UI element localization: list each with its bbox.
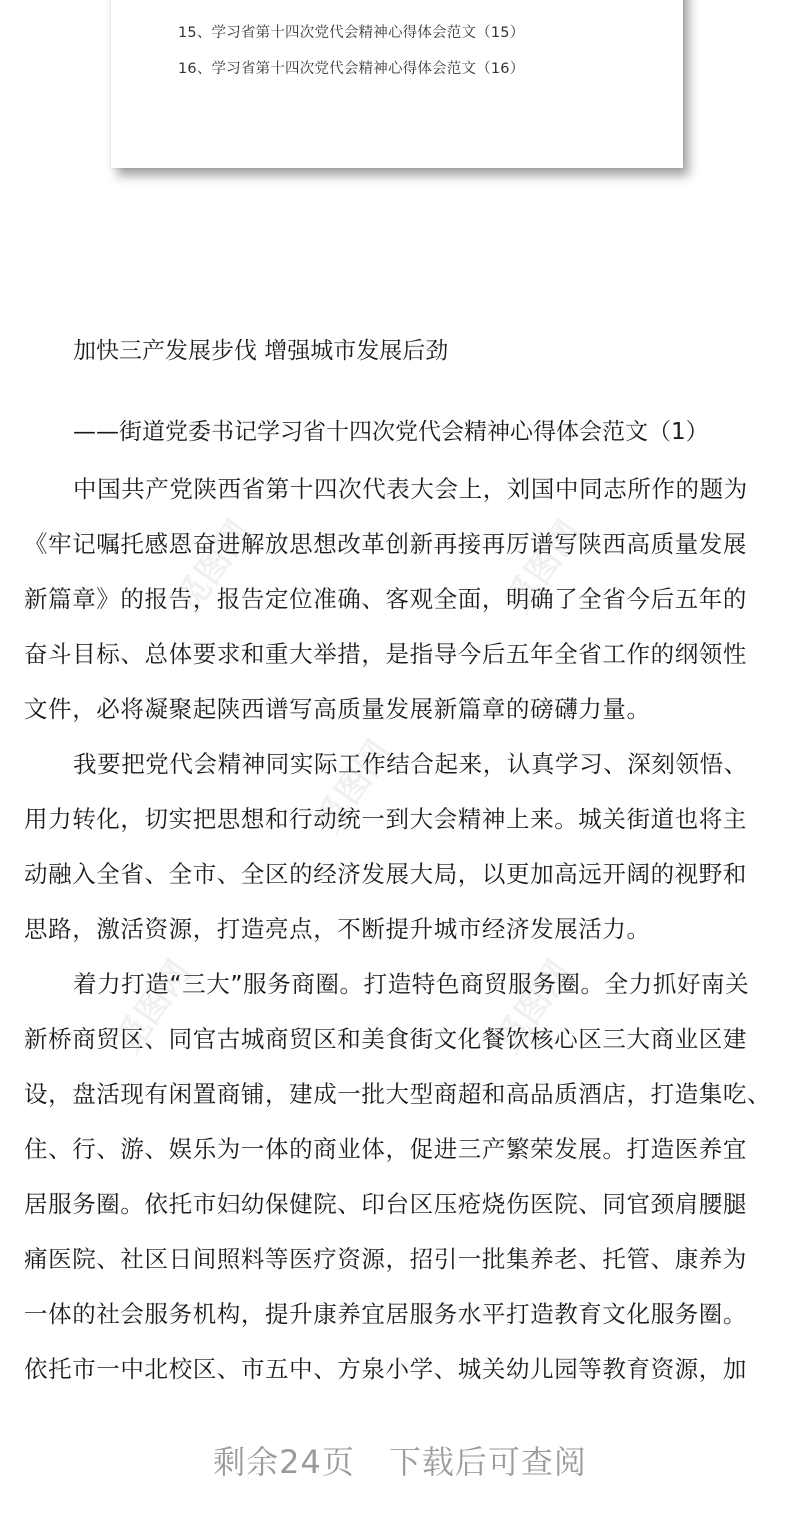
watermark: 觅图网 xyxy=(168,513,260,620)
body-line: 《牢记嘱托感恩奋进解放思想改革创新再接再厉谱写陕西高质量发展 xyxy=(24,530,747,558)
document-subtitle: ——街道党委书记学习省十四次党代会精神心得体会范文（1） xyxy=(73,419,709,445)
body-line: 动融入全省、全市、全区的经济发展大局，以更加高远开阔的视野和 xyxy=(24,860,747,888)
body-line: 依托市一中北校区、市五中、方泉小学、城关幼儿园等教育资源，加 xyxy=(24,1355,747,1383)
body-line: 中国共产党陕西省第十四次代表大会上，刘国中同志所作的题为 xyxy=(73,475,748,503)
body-line: 设，盘活现有闲置商铺，建成一批大型商超和高品质酒店，打造集吃、 xyxy=(24,1080,772,1108)
body-line: 文件，必将凝聚起陕西谱写高质量发展新篇章的磅礴力量。 xyxy=(24,695,651,723)
body-line: 我要把党代会精神同实际工作结合起来，认真学习、深刻领悟、 xyxy=(73,750,748,778)
watermark: 觅图网 xyxy=(308,733,400,840)
body-line: 着力打造“三大”服务商圈。打造特色商贸服务圈。全力抓好南关 xyxy=(73,970,750,998)
body-line: 新篇章》的报告，报告定位准确、客观全面，明确了全省今后五年的 xyxy=(24,585,747,613)
body-line: 一体的社会服务机构，提升康养宜居服务水平打造教育文化服务圈。 xyxy=(24,1300,747,1328)
toc-item-15: 15、学习省第十四次党代会精神心得体会范文（15） xyxy=(178,25,525,41)
body-line: 新桥商贸区、同官古城商贸区和美食街文化餐饮核心区三大商业区建 xyxy=(24,1025,747,1053)
watermark: 觅图网 xyxy=(488,953,580,1060)
download-hint-text[interactable]: 下载后可查阅 xyxy=(388,1443,587,1481)
download-to-view-banner[interactable] xyxy=(0,1437,800,1483)
body-line: 用力转化，切实把思想和行动统一到大会精神上来。城关街道也将主 xyxy=(24,805,747,833)
document-title: 加快三产发展步伐 增强城市发展后劲 xyxy=(73,338,449,364)
watermark: 觅图网 xyxy=(108,953,200,1060)
preview-page-card xyxy=(111,0,683,168)
body-line: 居服务圈。依托市妇幼保健院、印台区压疮烧伤医院、同官颈肩腰腿 xyxy=(24,1190,747,1218)
body-line: 痛医院、社区日间照料等医疗资源，招引一批集养老、托管、康养为 xyxy=(24,1245,747,1273)
body-line: 住、行、游、娱乐为一体的商业体，促进三产繁荣发展。打造医养宜 xyxy=(24,1135,747,1163)
toc-item-16: 16、学习省第十四次党代会精神心得体会范文（16） xyxy=(178,61,525,77)
body-line: 奋斗目标、总体要求和重大举措，是指导今后五年全省工作的纲领性 xyxy=(24,640,747,668)
watermark: 觅图网 xyxy=(498,513,590,620)
body-line: 思路，激活资源，打造亮点，不断提升城市经济发展活力。 xyxy=(24,915,651,943)
toc-item-14 xyxy=(178,0,524,1)
remaining-pages-text: 剩余24页 xyxy=(213,1443,355,1481)
